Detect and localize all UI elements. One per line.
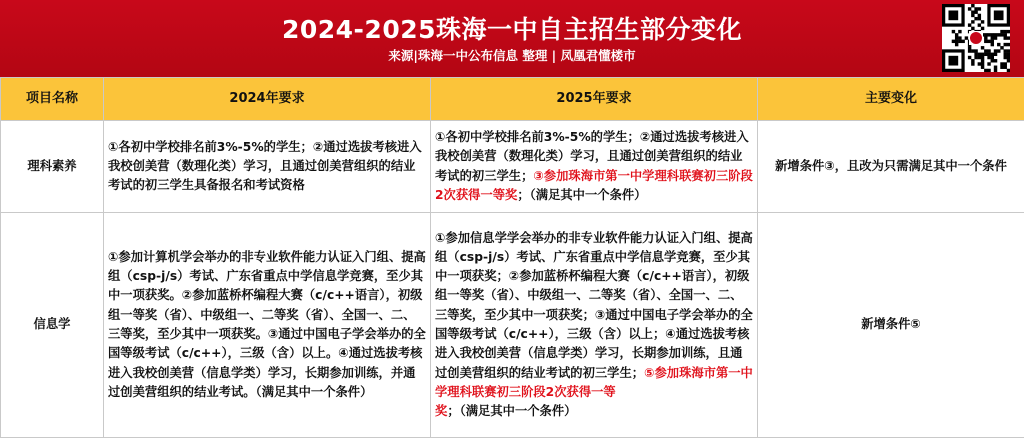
table-row xyxy=(1,121,1024,213)
col-header-2025: 2025年要求 xyxy=(431,78,758,121)
req-2025-new-condition: ⑤参加珠海市第一中学理科联赛初三阶段2次获得一等奖 xyxy=(435,366,753,419)
col-header-change: 主要变化 xyxy=(758,78,1024,121)
main-change: 新增条件⑤ xyxy=(758,213,1024,438)
qr-code-icon xyxy=(942,4,1010,72)
req-2025 xyxy=(431,121,758,213)
req-2025-tail: ；（满足其中一个条件） xyxy=(517,188,646,202)
header-banner xyxy=(0,0,1024,77)
page-title: 2024-2025珠海一中自主招生部分变化 xyxy=(0,10,1024,46)
page-subtitle: 来源|珠海一中公布信息 整理 | 凤凰君懂楼市 xyxy=(0,46,1024,64)
row-name: 信息学 xyxy=(1,213,104,438)
col-header-2024: 2024年要求 xyxy=(104,78,431,121)
req-2025-tail: ；（满足其中一个条件） xyxy=(447,404,576,418)
requirements-table xyxy=(0,77,1024,438)
main-change: 新增条件③，且改为只需满足其中一个条件 xyxy=(758,121,1024,213)
table-header-row xyxy=(1,78,1024,121)
req-2024: ①各初中学校排名前3%-5%的学生；②通过选拔考核进入我校创美营（数理化类）学习，且通过创美营组织的结业考试的初三学生具备报名和考试资格 xyxy=(104,121,431,213)
req-2025-text: ①参加信息学学会举办的非专业软件能力认证入门组、提高组（csp-j/s）考试、广东省重点中学信息学竞赛，至少其中一项获奖；②参加蓝桥杯编程大赛（c/c++语言），初级组一等奖（省）、中级组一、二等奖（省）、全国一、二、三等奖，至少其中一项获奖；③通过中国电子学会举办的全国等级考试（c/c++），三级（含）以上；④通过选拔考核进入我校创美营（信息学类）学习，长期参加训练，且通过创美营组织的结业考试的初三学生； xyxy=(435,231,753,380)
req-2025 xyxy=(431,213,758,438)
row-name: 理科素养 xyxy=(1,121,104,213)
req-2025-text: ①各初中学校排名前3%-5%的学生；②通过选拔考核进入我校创美营（数理化类）学习，且通过创美营组织的结业考试的初三学生； xyxy=(435,130,749,183)
req-2024: ①参加计算机学会举办的非专业软件能力认证入门组、提高组（csp-j/s）考试、广东省重点中学信息学竞赛，至少其中一项获奖。②参加蓝桥杯编程大赛（c/c++语言），初级组一等奖（省）、中级组一、二等奖（省）、全国一、二、三等奖，至少其中一项获奖。③通过中国电子学会举办的全国等级考试（c/c++），三级（含）以上。④通过选拔考核进入我校创美营（信息学类）学习，长期参加训练，并通过创美营组织的结业考试。（满足其中一个条件） xyxy=(104,213,431,438)
col-header-name: 项目名称 xyxy=(1,78,104,121)
req-2025-new-condition: ③参加珠海市第一中学理科联赛初三阶段2次获得一等奖 xyxy=(435,169,753,202)
table-row xyxy=(1,213,1024,438)
